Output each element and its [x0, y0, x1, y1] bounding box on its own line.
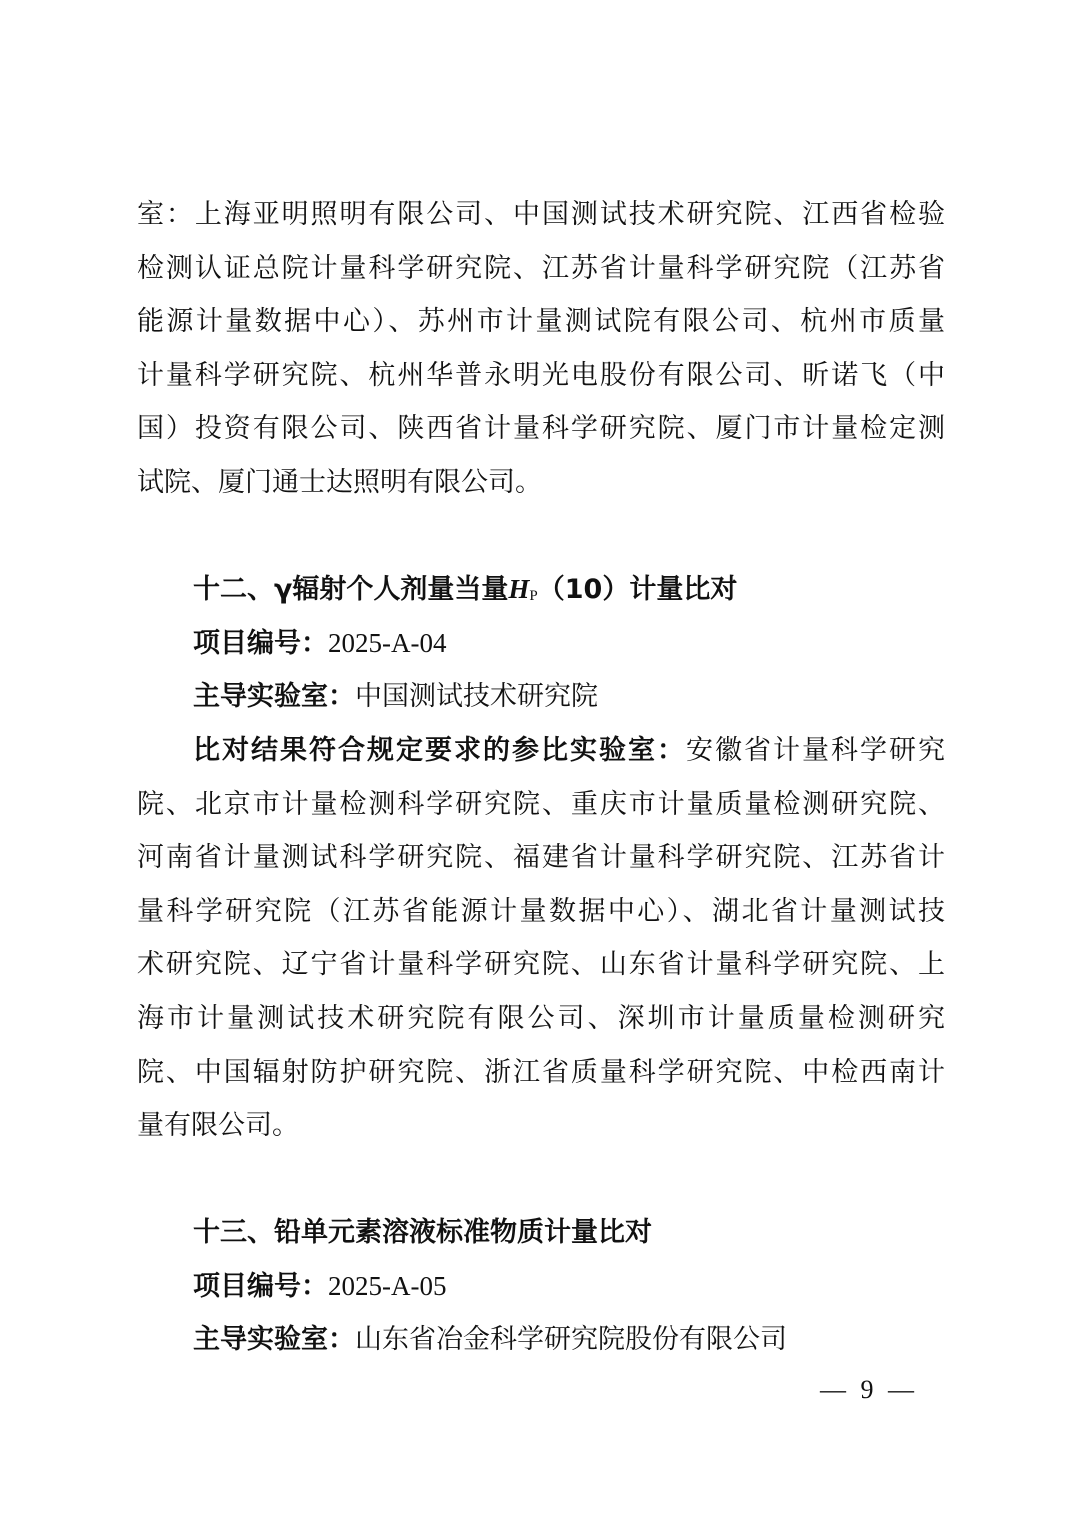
section-12-heading: [137, 563, 945, 617]
lead-value: 中国测试技术研究院: [355, 681, 598, 713]
text-line: 河南省计量测试科学研究院、福建省计量科学研究院、江苏省计: [137, 842, 945, 874]
heading-suffix: （10）计量比对: [537, 574, 738, 606]
text-line: 量科学研究院（江苏省能源计量数据中心）、湖北省计量测试技: [137, 895, 945, 927]
text-line: 术研究院、辽宁省计量科学研究院、山东省计量科学研究院、上: [137, 949, 945, 981]
lead-value: 山东省冶金科学研究院股份有限公司: [355, 1324, 787, 1356]
blank-line: [137, 510, 945, 564]
lead-lab: [137, 670, 945, 724]
text-line: 室：上海亚明照明有限公司、中国测试技术研究院、江西省检验: [137, 199, 945, 230]
project-number: [137, 617, 945, 671]
project-label: 项目编号：: [193, 1270, 328, 1302]
text-line: 院、北京市计量检测科学研究院、重庆市计量质量检测研究院、: [137, 788, 945, 820]
text-line: 院、中国辐射防护研究院、浙江省质量科学研究院、中检西南计: [137, 1056, 945, 1088]
section-13-heading: 十三、铅单元素溶液标准物质计量比对: [193, 1217, 652, 1249]
heading-prefix: 十二、γ辐射个人剂量当量: [193, 574, 509, 606]
blank-line: [137, 1153, 945, 1207]
text-line: 海市计量测试技术研究院有限公司、深圳市计量质量检测研究: [137, 1002, 945, 1034]
participants-first-line: [137, 724, 945, 778]
text-line: 检测认证总院计量科学研究院、江苏省计量科学研究院（江苏省: [137, 252, 945, 284]
text-line: 计量科学研究院、杭州华普永明光电股份有限公司、昕诺飞（中: [137, 359, 945, 391]
page-number: — 9 —: [820, 1375, 918, 1404]
participants-value: 安徽省计量科学研究: [686, 734, 945, 766]
text-line: 能源计量数据中心）、苏州市计量测试院有限公司、杭州市质量: [137, 306, 945, 338]
participants-label: 比对结果符合规定要求的参比实验室：: [193, 734, 686, 766]
project-label: 项目编号：: [193, 627, 328, 659]
project-number: [137, 1260, 945, 1314]
lead-label: 主导实验室：: [193, 681, 355, 713]
heading-subscript: P: [529, 588, 538, 605]
heading-symbol: H: [508, 574, 530, 605]
lead-lab: [137, 1313, 945, 1367]
text-line: 试院、厦门通士达照明有限公司。: [137, 466, 542, 498]
text-line: 国）投资有限公司、陕西省计量科学研究院、厦门市计量检定测: [137, 413, 945, 445]
lead-label: 主导实验室：: [193, 1324, 355, 1356]
project-value: 2025-A-04: [328, 627, 447, 658]
document-body: [137, 188, 945, 1367]
text-line: 量有限公司。: [137, 1110, 299, 1142]
project-value: 2025-A-05: [328, 1270, 447, 1301]
